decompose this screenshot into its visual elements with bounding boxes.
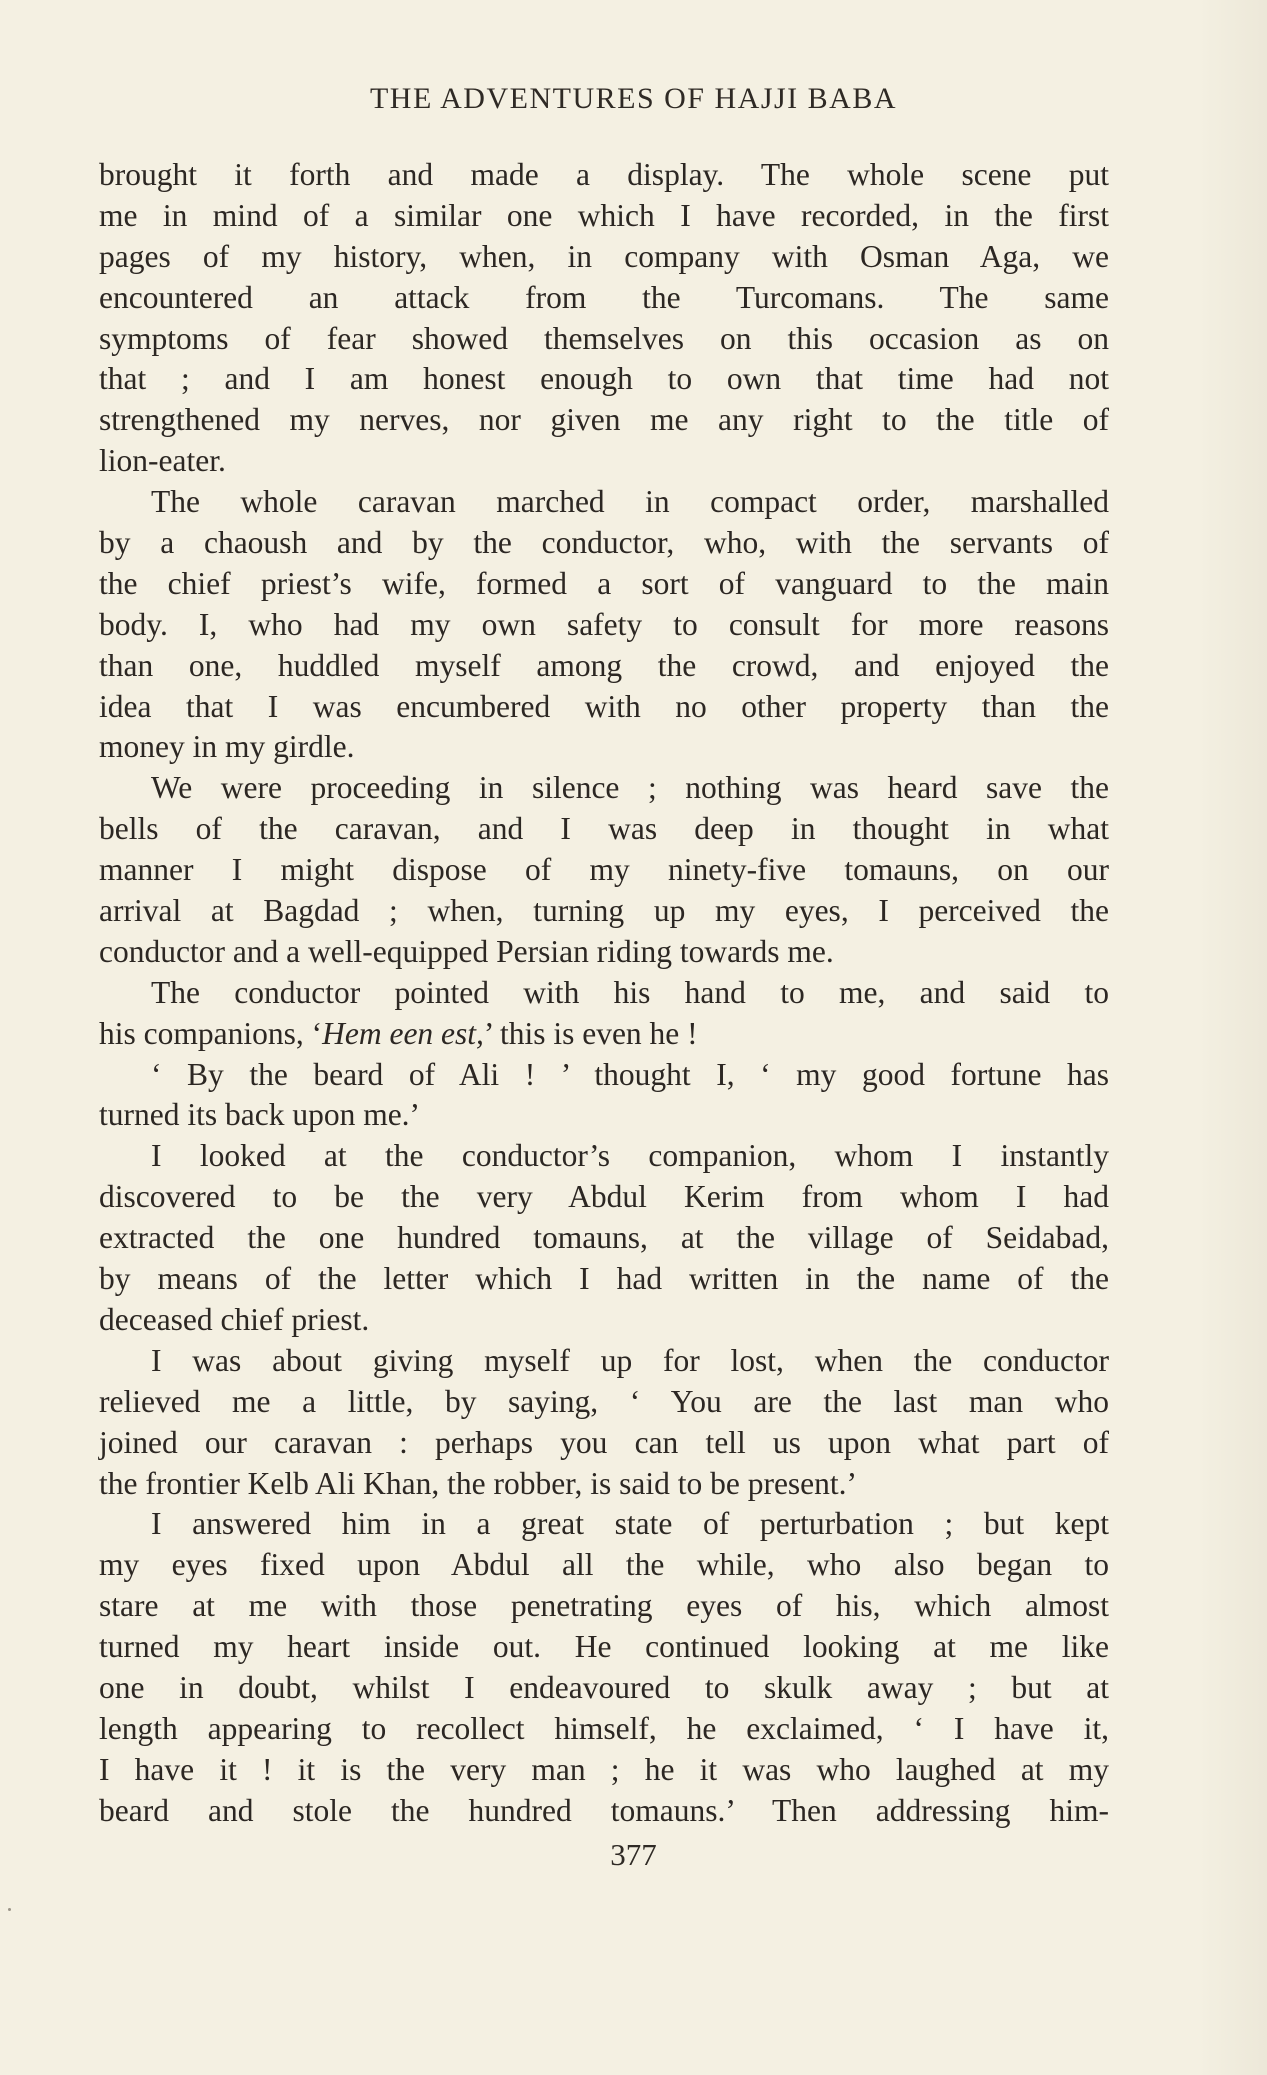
text-line: I was about giving myself up for lost, when the conductor xyxy=(151,1342,1109,1378)
text-line: bells of the caravan, and I was deep in thought in what xyxy=(99,811,1109,847)
text-line: manner I might dispose of my ninety-five tomauns, on our xyxy=(99,852,1109,888)
text-line: the chief priest’s wife, formed a sort of vanguard to the main xyxy=(99,565,1109,601)
text-line: relieved me a little, by saying, ‘ You are the last man who xyxy=(99,1383,1109,1419)
text-line: deceased chief priest. xyxy=(99,1301,370,1337)
text-line: me in mind of a similar one which I have recorded, in the first xyxy=(99,197,1109,233)
text-line: ‘ By the beard of Ali ! ’ thought I, ‘ my good fortune has xyxy=(151,1056,1109,1092)
text-line: encountered an attack from the Turcomans. The same xyxy=(99,279,1109,315)
text-line: than one, huddled myself among the crowd, and enjoyed the xyxy=(99,647,1109,683)
text-line: one in doubt, whilst I endeavoured to skulk away ; but at xyxy=(99,1669,1109,1705)
text-line: stare at me with those penetrating eyes of his, which almost xyxy=(99,1588,1109,1624)
text-line: I have it ! it is the very man ; he it was who laughed at my xyxy=(99,1751,1109,1787)
text-line: beard and stole the hundred tomauns.’ Then addressing him- xyxy=(99,1792,1109,1828)
running-head: THE ADVENTURES OF HAJJI BABA xyxy=(369,82,898,115)
body-text xyxy=(99,155,1109,1832)
text-line: The conductor pointed with his hand to me, and said to xyxy=(151,974,1109,1010)
text-line: money in my girdle. xyxy=(99,729,355,765)
text-line: idea that I was encumbered with no other property than the xyxy=(99,688,1109,724)
text-line: lion-eater. xyxy=(99,443,226,479)
text-line: joined our caravan : perhaps you can tell us upon what part of xyxy=(99,1424,1109,1460)
text-line: by means of the letter which I had written in the name of the xyxy=(99,1261,1109,1297)
page-edge-shading xyxy=(1197,0,1267,2075)
text-line: turned its back upon me.’ xyxy=(99,1097,421,1133)
italic-phrase: Hem een est, xyxy=(322,1015,484,1051)
text-line: turned my heart inside out. He continued looking at me like xyxy=(99,1629,1109,1665)
text-line: body. I, who had my own safety to consult for more reasons xyxy=(99,606,1109,642)
text-line: brought it forth and made a display. The whole scene put xyxy=(99,157,1109,192)
text-line: I answered him in a great state of perturbation ; but kept xyxy=(151,1506,1109,1542)
page-number: 377 xyxy=(610,1837,657,1872)
text-line: my eyes fixed upon Abdul all the while, who also began to xyxy=(99,1547,1109,1583)
text-line: I looked at the conductor’s companion, whom I instantly xyxy=(151,1138,1109,1174)
text-line: his companions, ‘Hem een est,’ this is even he ! xyxy=(99,1015,698,1051)
text-line: extracted the one hundred tomauns, at the village of Seidabad, xyxy=(99,1220,1109,1256)
text-line: symptoms of fear showed themselves on this occasion as on xyxy=(99,320,1109,356)
text-line: the frontier Kelb Ali Khan, the robber, is said to be present.’ xyxy=(99,1465,858,1501)
text-line: by a chaoush and by the conductor, who, with the servants of xyxy=(99,525,1109,561)
text-line: conductor and a well-equipped Persian riding towards me. xyxy=(99,933,834,969)
text-line: strengthened my nerves, nor given me any right to the title of xyxy=(99,402,1109,438)
text-line: arrival at Bagdad ; when, turning up my eyes, I perceived the xyxy=(99,893,1109,929)
text-line: discovered to be the very Abdul Kerim from whom I had xyxy=(99,1179,1109,1215)
text-line: The whole caravan marched in compact order, marshalled xyxy=(151,484,1109,520)
text-line: We were proceeding in silence ; nothing was heard save the xyxy=(151,770,1109,806)
margin-speck xyxy=(8,1908,11,1911)
text-line: that ; and I am honest enough to own that time had not xyxy=(99,361,1109,397)
text-line: length appearing to recollect himself, he exclaimed, ‘ I have it, xyxy=(99,1710,1109,1746)
text-line: pages of my history, when, in company with Osman Aga, we xyxy=(99,238,1109,274)
